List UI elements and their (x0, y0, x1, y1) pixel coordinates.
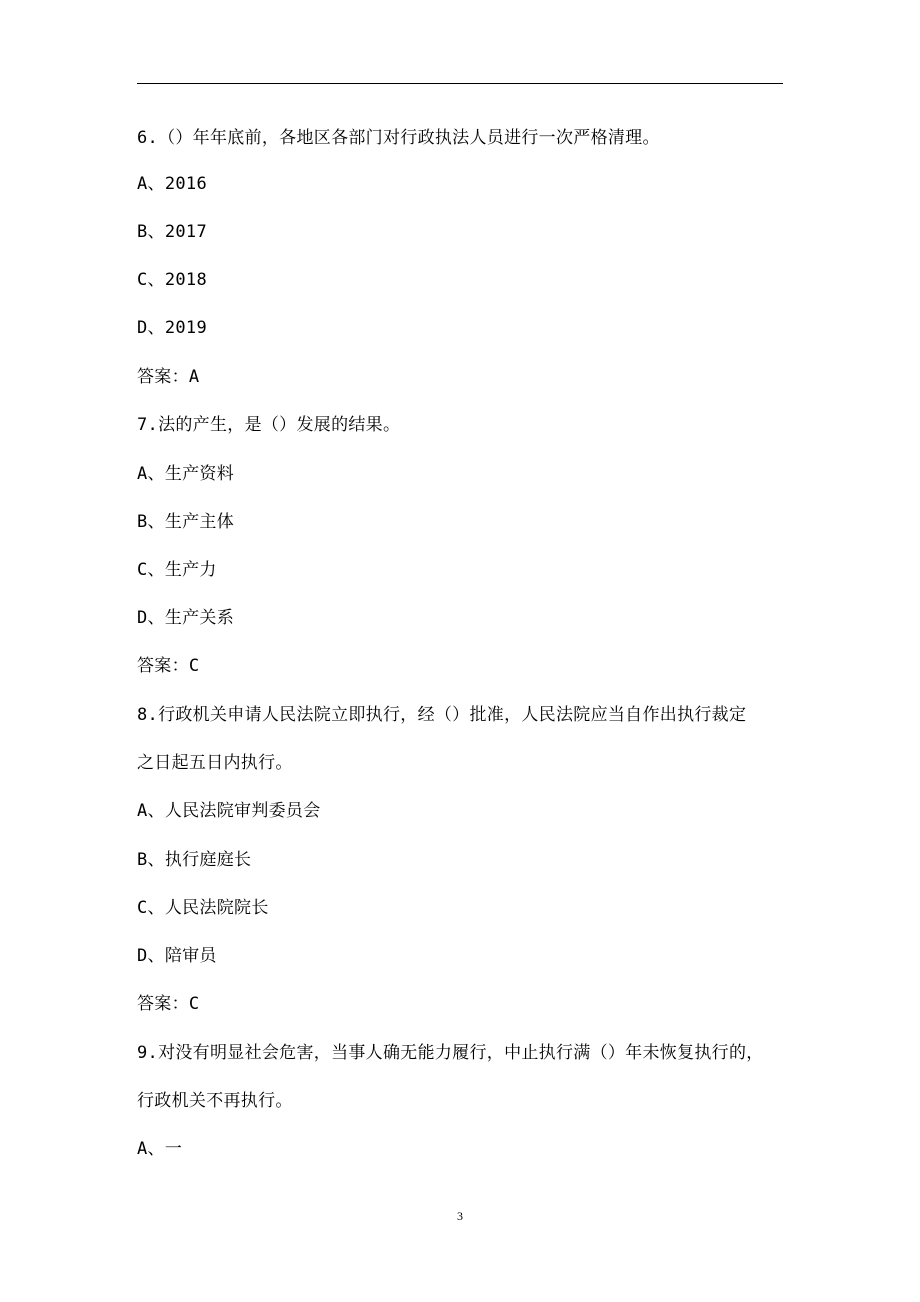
question-7-stem: 7.法的产生，是（）发展的结果。 (137, 415, 401, 435)
question-7-option-a: A、生产资料 (137, 464, 235, 484)
question-9-option-a: A、一 (137, 1139, 183, 1159)
question-8-answer: 答案：C (137, 994, 200, 1014)
question-7-answer: 答案：C (137, 656, 200, 676)
question-6-option-a: A、2016 (137, 174, 207, 194)
question-8-option-c: C、人民法院院长 (137, 898, 269, 918)
question-9-stem-line-2: 行政机关不再执行。 (137, 1091, 293, 1111)
question-6-option-d: D、2019 (137, 318, 207, 338)
question-8-option-b: B、执行庭庭长 (137, 850, 252, 870)
question-8-stem-line-2: 之日起五日内执行。 (137, 753, 293, 773)
question-7-option-b: B、生产主体 (137, 512, 235, 532)
question-8-option-a: A、人民法院审判委员会 (137, 801, 321, 821)
question-6-option-c: C、2018 (137, 270, 207, 290)
question-8-stem-line-1: 8.行政机关申请人民法院立即执行，经（）批准，人民法院应当自作出执行裁定 (137, 705, 747, 725)
question-6-stem: 6.（）年年底前，各地区各部门对行政执法人员进行一次严格清理。 (137, 128, 660, 148)
header-rule (137, 83, 783, 84)
question-7-option-c: C、生产力 (137, 560, 217, 580)
question-7-option-d: D、生产关系 (137, 608, 235, 628)
question-6-option-b: B、2017 (137, 222, 207, 242)
question-8-option-d: D、陪审员 (137, 946, 217, 966)
page-number: 3 (457, 1209, 463, 1223)
question-9-stem-line-1: 9.对没有明显社会危害，当事人确无能力履行，中止执行满（）年未恢复执行的， (137, 1043, 764, 1063)
question-6-answer: 答案：A (137, 367, 200, 387)
